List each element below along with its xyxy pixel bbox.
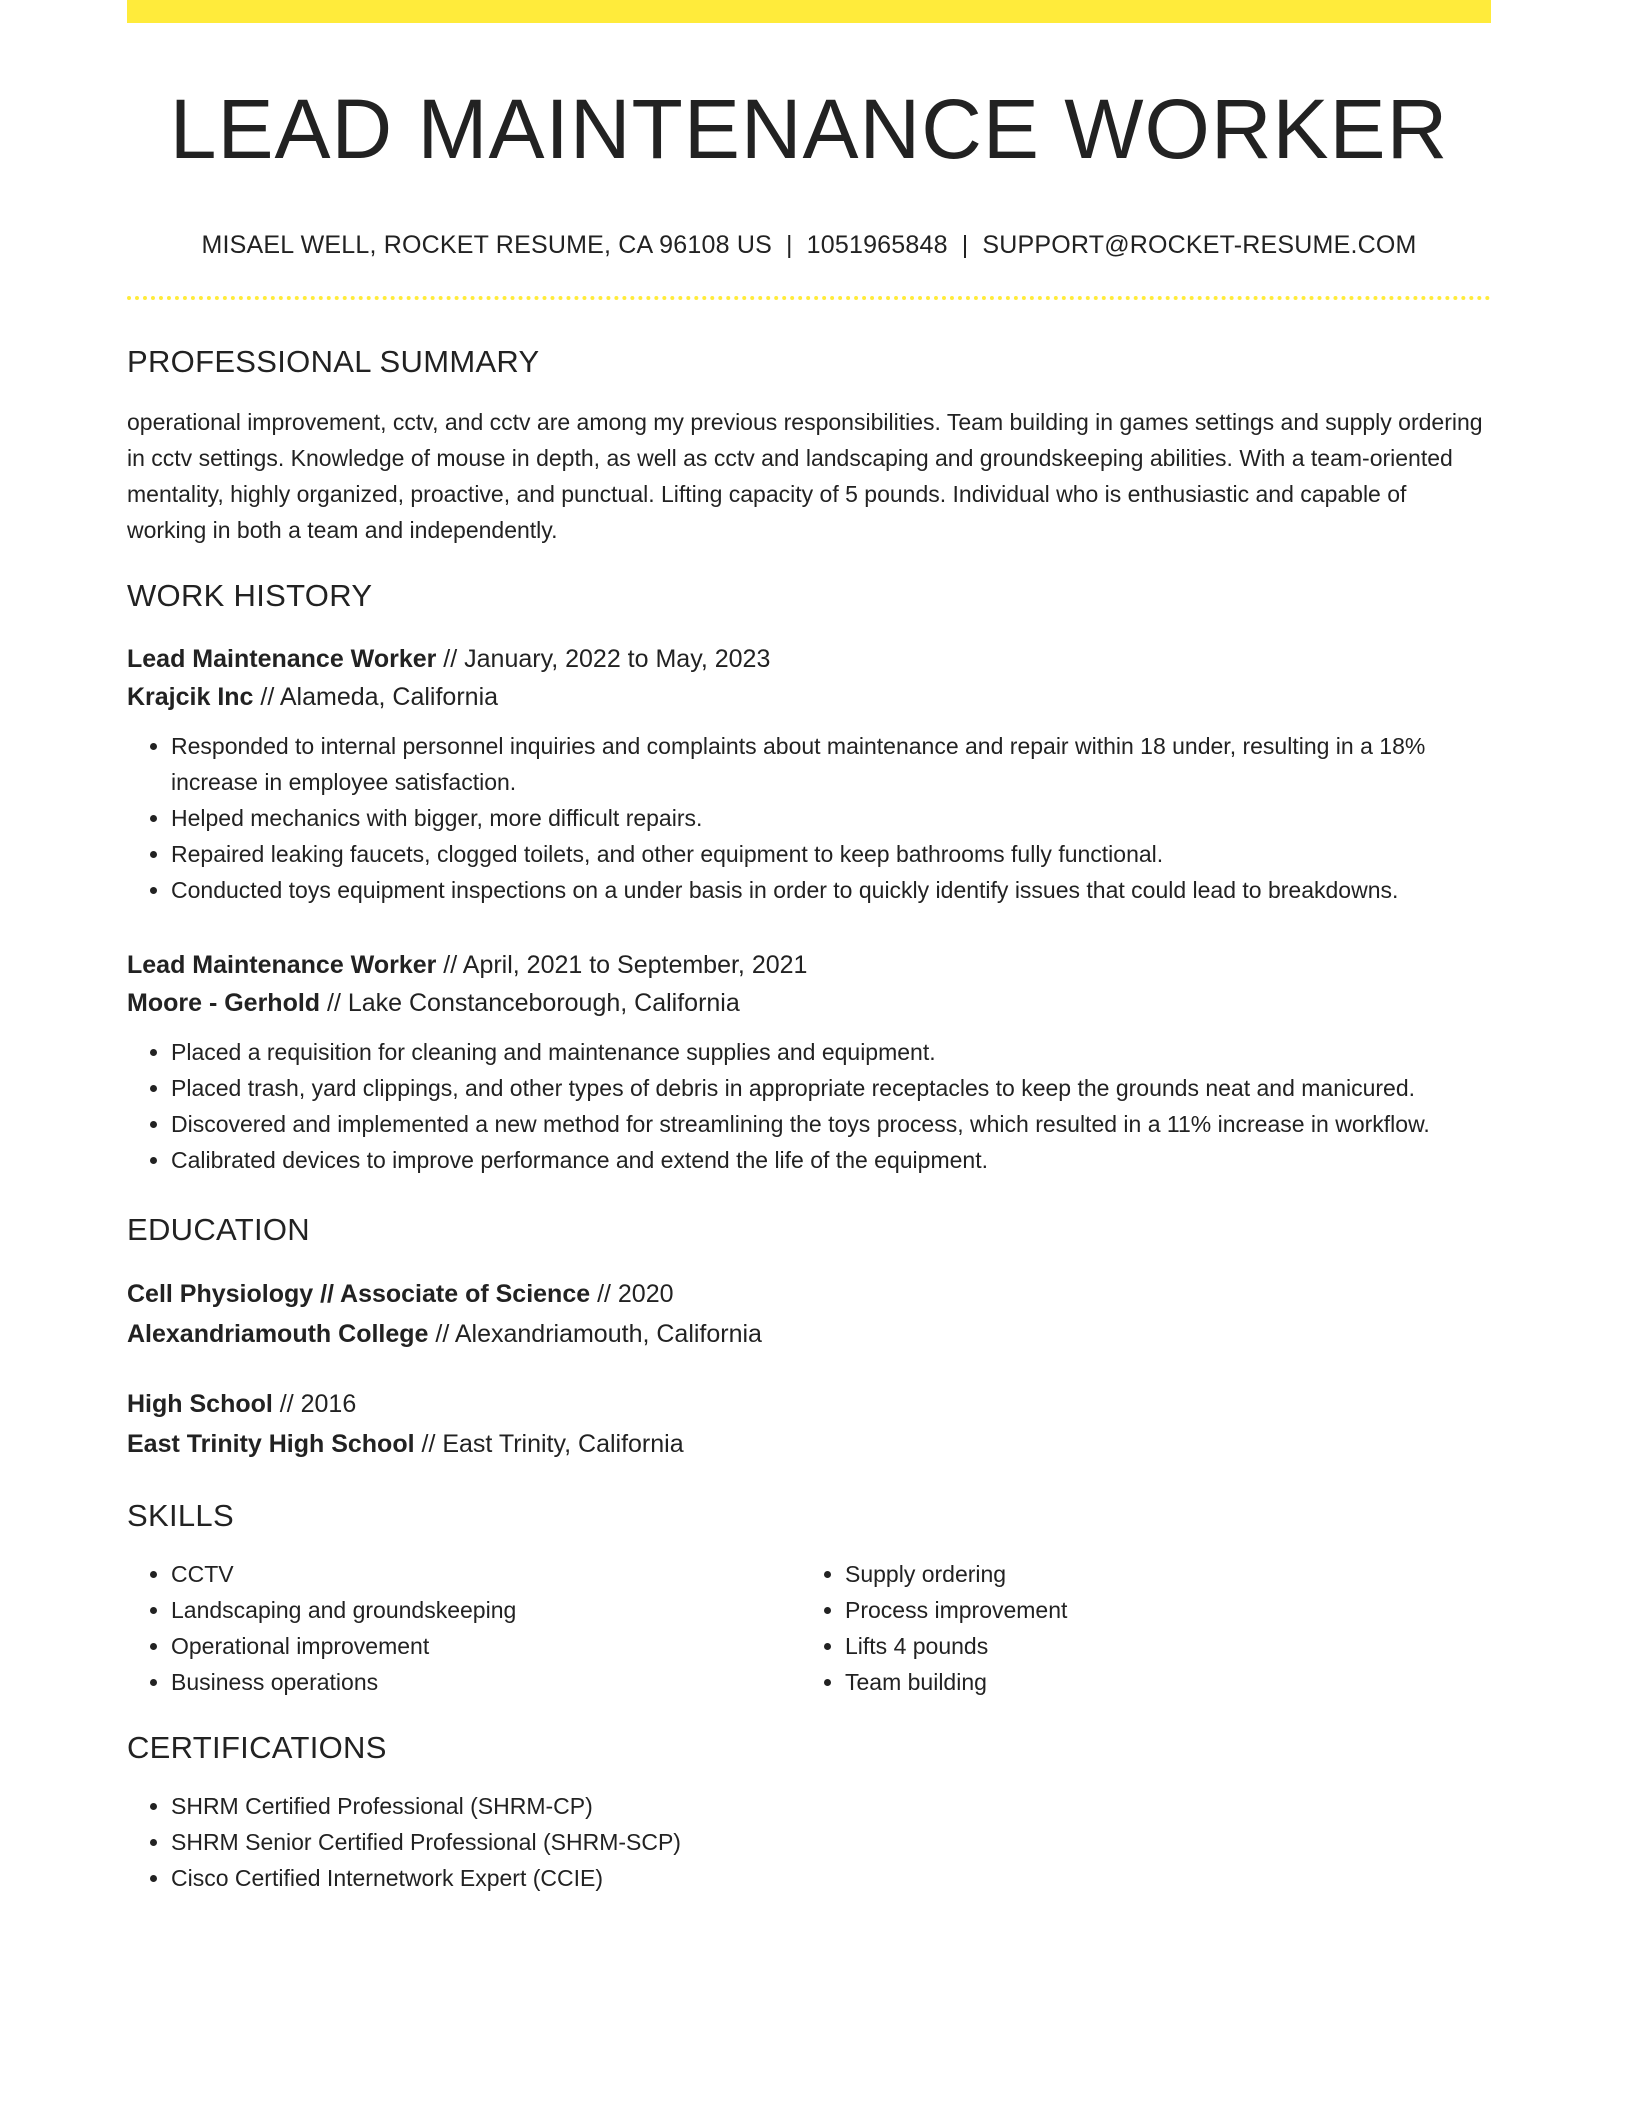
school: Alexandriamouth College — [127, 1320, 429, 1349]
list-item: • Cisco Certified Internetwork Expert (CCIE) — [171, 1860, 1491, 1896]
degree-line — [127, 1384, 1491, 1424]
resume-title: LEAD MAINTENANCE WORKER — [169, 82, 1449, 176]
list-item: • Process improvement — [845, 1592, 1475, 1628]
job-company: Krajcik Inc — [127, 683, 254, 712]
resume-page — [127, 0, 1491, 1896]
list-item: • Conducted toys equipment inspections on a under basis in order to quickly identify issues that could lead to breakdowns. — [171, 872, 1491, 908]
work-history-heading: WORK HISTORY — [127, 578, 373, 614]
list-item: • Team building — [845, 1664, 1475, 1700]
job-role: Lead Maintenance Worker — [127, 645, 437, 674]
list-item: • Supply ordering — [845, 1556, 1475, 1592]
list-item: • Discovered and implemented a new method for streamlining the toys process, which resulted in a 11% increase in workflow. — [171, 1106, 1491, 1142]
list-item: • Placed trash, yard clippings, and other types of debris in appropriate receptacles to keep the grounds neat and manicured. — [171, 1070, 1491, 1106]
job-location: // Alameda, California — [253, 683, 499, 712]
degree: Cell Physiology // Associate of Science — [127, 1280, 591, 1309]
degree-line — [127, 1274, 1491, 1314]
job-entry — [127, 640, 1491, 908]
list-item: • CCTV — [171, 1556, 801, 1592]
contact-address: MISAEL WELL, ROCKET RESUME, CA 96108 US — [201, 231, 772, 260]
list-item: • SHRM Senior Certified Professional (SHRM-SCP) — [171, 1824, 1491, 1860]
list-item: • SHRM Certified Professional (SHRM-CP) — [171, 1788, 1491, 1824]
list-item: • Helped mechanics with bigger, more difficult repairs. — [171, 800, 1491, 836]
job-dates: // January, 2022 to May, 2023 — [436, 645, 771, 674]
list-item: • Responded to internal personnel inquiries and complaints about maintenance and repair within 18 under, resulting in a 18% increase in employee satisfaction. — [171, 728, 1491, 800]
list-item: • Placed a requisition for cleaning and maintenance supplies and equipment. — [171, 1034, 1491, 1070]
school: East Trinity High School — [127, 1430, 415, 1459]
contact-separator: | — [785, 231, 793, 260]
accent-bar — [127, 0, 1491, 23]
job-bullets — [127, 728, 1491, 908]
contact-separator: | — [961, 231, 969, 260]
skills-columns — [127, 1556, 1491, 1700]
list-item: • Repaired leaking faucets, clogged toilets, and other equipment to keep bathrooms fully functional. — [171, 836, 1491, 872]
certifications-heading: CERTIFICATIONS — [127, 1730, 387, 1766]
school-location: // Alexandriamouth, California — [428, 1320, 762, 1349]
contact-phone: 1051965848 — [806, 231, 948, 260]
job-entry — [127, 946, 1491, 1178]
education-heading: EDUCATION — [127, 1212, 310, 1248]
summary-heading: PROFESSIONAL SUMMARY — [127, 344, 540, 380]
school-line — [127, 1314, 1491, 1354]
graduation-year: // 2016 — [272, 1390, 357, 1419]
list-item: • Calibrated devices to improve performance and extend the life of the equipment. — [171, 1142, 1491, 1178]
job-company-line — [127, 984, 1491, 1022]
summary-text: operational improvement, cctv, and cctv are among my previous responsibilities. Team building in games settings and supply ordering in cctv settings. Knowledge of mouse in depth, as well as cctv and landscaping and groundskeeping abilities. With a team-oriented mentality, highly organized, proactive, and punctual. Lifting capacity of 5 pounds. Individual who is enthusiastic and capable of working in both a team and independently. — [127, 409, 1483, 544]
job-title-line — [127, 640, 1491, 678]
job-role: Lead Maintenance Worker — [127, 951, 437, 980]
list-item: • Operational improvement — [171, 1628, 801, 1664]
dotted-divider — [127, 296, 1491, 300]
job-company: Moore - Gerhold — [127, 989, 321, 1018]
education-entry — [127, 1384, 1491, 1464]
graduation-year: // 2020 — [590, 1280, 674, 1309]
list-item: • Business operations — [171, 1664, 801, 1700]
education-entry — [127, 1274, 1491, 1354]
degree: High School — [127, 1390, 273, 1419]
school-location: // East Trinity, California — [414, 1430, 684, 1459]
school-line — [127, 1424, 1491, 1464]
job-dates: // April, 2021 to September, 2021 — [436, 951, 808, 980]
skills-heading: SKILLS — [127, 1498, 234, 1534]
skills-list-right — [801, 1556, 1475, 1700]
contact-email: SUPPORT@ROCKET-RESUME.COM — [982, 231, 1417, 260]
job-company-line — [127, 678, 1491, 716]
job-location: // Lake Constanceborough, California — [320, 989, 740, 1018]
list-item: • Landscaping and groundskeeping — [171, 1592, 801, 1628]
job-bullets — [127, 1034, 1491, 1178]
certifications-list — [127, 1788, 1491, 1896]
list-item: • Lifts 4 pounds — [845, 1628, 1475, 1664]
contact-line — [127, 231, 1491, 260]
skills-list-left — [127, 1556, 801, 1700]
job-title-line — [127, 946, 1491, 984]
